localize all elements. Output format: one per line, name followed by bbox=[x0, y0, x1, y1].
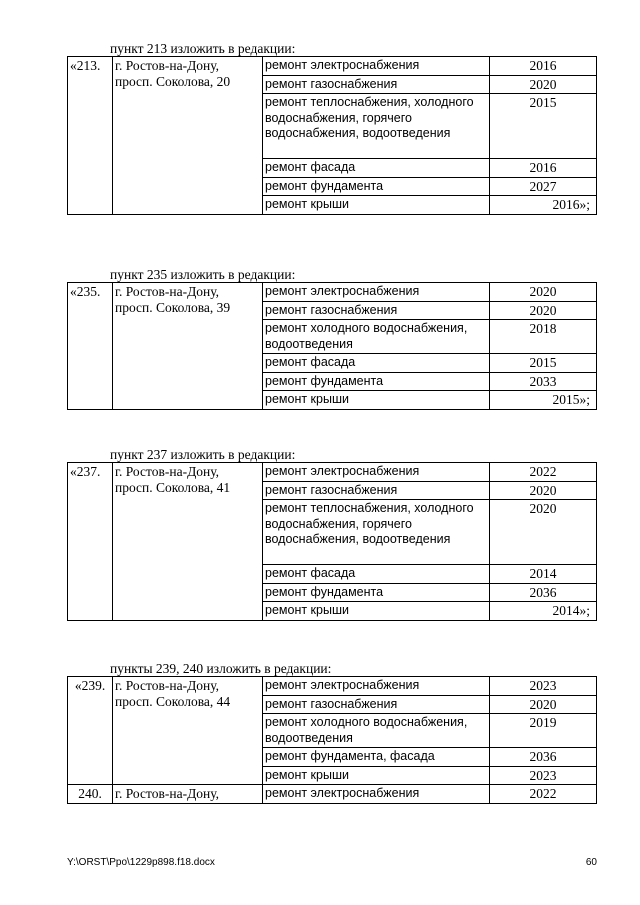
row-number: «237. bbox=[68, 463, 113, 621]
address: г. Ростов-на-Дону, просп. Соколова, 44 bbox=[113, 677, 263, 785]
year: 2033 bbox=[490, 372, 597, 391]
year: 2036 bbox=[490, 583, 597, 602]
year: 2016»; bbox=[490, 196, 597, 215]
work-type: ремонт газоснабжения bbox=[263, 75, 490, 94]
address: г. Ростов-на-Дону, просп. Соколова, 39 bbox=[113, 283, 263, 410]
year: 2014 bbox=[490, 565, 597, 584]
section-title-239-240: пункты 239, 240 изложить в редакции: bbox=[110, 661, 332, 676]
work-type: ремонт электроснабжения bbox=[263, 463, 490, 482]
address: г. Ростов-на-Дону, просп. Соколова, 20 bbox=[113, 57, 263, 215]
year: 2016 bbox=[490, 57, 597, 76]
address: г. Ростов-на-Дону, просп. Соколова, 41 bbox=[113, 463, 263, 621]
work-type: ремонт фундамента bbox=[263, 372, 490, 391]
year: 2014»; bbox=[490, 602, 597, 621]
table-237 bbox=[67, 462, 597, 621]
year: 2020 bbox=[490, 75, 597, 94]
year: 2020 bbox=[490, 283, 597, 302]
section-title-213: пункт 213 изложить в редакции: bbox=[110, 41, 296, 56]
address: г. Ростов-на-Дону, bbox=[113, 785, 263, 804]
table-213 bbox=[67, 56, 597, 215]
work-type: ремонт теплоснабжения, холодного водоснабжения, горячего водоснабжения, водоотведения bbox=[263, 94, 490, 159]
work-type: ремонт холодного водоснабжения, водоотведения bbox=[263, 320, 490, 354]
year: 2023 bbox=[490, 766, 597, 785]
table-235 bbox=[67, 282, 597, 410]
work-type: ремонт газоснабжения bbox=[263, 301, 490, 320]
work-type: ремонт газоснабжения bbox=[263, 695, 490, 714]
year: 2019 bbox=[490, 714, 597, 748]
year: 2020 bbox=[490, 481, 597, 500]
work-type: ремонт крыши bbox=[263, 391, 490, 410]
year: 2018 bbox=[490, 320, 597, 354]
work-type: ремонт крыши bbox=[263, 602, 490, 621]
year: 2020 bbox=[490, 500, 597, 565]
row-number: «213. bbox=[68, 57, 113, 215]
year: 2015»; bbox=[490, 391, 597, 410]
work-type: ремонт фундамента bbox=[263, 177, 490, 196]
row-number: 240. bbox=[68, 785, 113, 804]
year: 2036 bbox=[490, 748, 597, 767]
year: 2015 bbox=[490, 94, 597, 159]
work-type: ремонт фасада bbox=[263, 354, 490, 373]
section-title-237: пункт 237 изложить в редакции: bbox=[110, 447, 296, 462]
year: 2020 bbox=[490, 695, 597, 714]
section-title-235: пункт 235 изложить в редакции: bbox=[110, 267, 296, 282]
row-number: «235. bbox=[68, 283, 113, 410]
work-type: ремонт электроснабжения bbox=[263, 57, 490, 76]
work-type: ремонт электроснабжения bbox=[263, 785, 490, 804]
work-type: ремонт фасада bbox=[263, 565, 490, 584]
work-type: ремонт крыши bbox=[263, 766, 490, 785]
work-type: ремонт холодного водоснабжения, водоотведения bbox=[263, 714, 490, 748]
year: 2027 bbox=[490, 177, 597, 196]
work-type: ремонт электроснабжения bbox=[263, 283, 490, 302]
year: 2015 bbox=[490, 354, 597, 373]
work-type: ремонт крыши bbox=[263, 196, 490, 215]
work-type: ремонт фундамента bbox=[263, 583, 490, 602]
footer-page-number: 60 bbox=[585, 857, 597, 868]
year: 2016 bbox=[490, 159, 597, 178]
work-type: ремонт фасада bbox=[263, 159, 490, 178]
year: 2020 bbox=[490, 301, 597, 320]
footer-file-path: Y:\ORST\Ppo\1229p898.f18.docx bbox=[67, 857, 215, 868]
year: 2022 bbox=[490, 785, 597, 804]
year: 2023 bbox=[490, 677, 597, 696]
year: 2022 bbox=[490, 463, 597, 482]
work-type: ремонт электроснабжения bbox=[263, 677, 490, 696]
work-type: ремонт теплоснабжения, холодного водоснабжения, горячего водоснабжения, водоотведения bbox=[263, 500, 490, 565]
work-type: ремонт газоснабжения bbox=[263, 481, 490, 500]
table-239-240 bbox=[67, 676, 597, 804]
work-type: ремонт фундамента, фасада bbox=[263, 748, 490, 767]
row-number: «239. bbox=[68, 677, 113, 785]
